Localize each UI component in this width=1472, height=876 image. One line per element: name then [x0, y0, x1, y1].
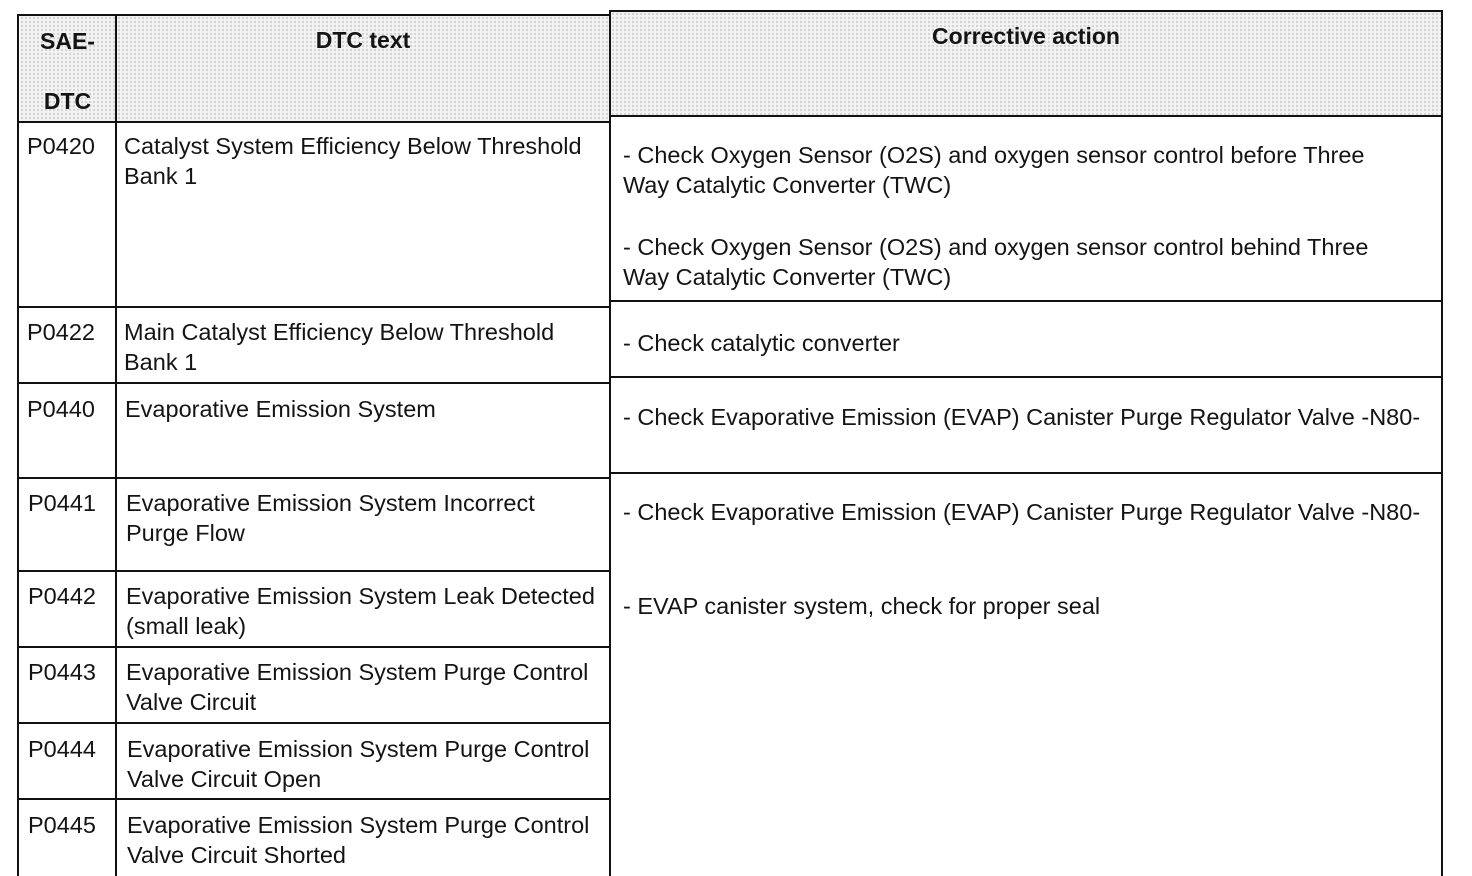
- corrective-action-line: - Check Oxygen Sensor (O2S) and oxygen sensor control before Three Way Catalytic Converter (TWC): [623, 142, 1365, 198]
- corrective-action-line: - Check Oxygen Sensor (O2S) and oxygen sensor control behind Three Way Catalytic Converter (TWC): [623, 234, 1369, 290]
- dtc-text: Evaporative Emission System Purge Control Valve Circuit Shorted: [127, 812, 590, 868]
- dtc-code: P0440: [27, 396, 95, 422]
- corrective-action-line: - EVAP canister system, check for proper seal: [623, 593, 1101, 619]
- dtc-code: P0444: [28, 736, 96, 762]
- header-dtc-text: DTC text: [315, 27, 411, 53]
- corrective-action-line: - Check catalytic converter: [623, 330, 900, 356]
- header-corrective-action: Corrective action: [932, 23, 1120, 49]
- dtc-text: Evaporative Emission System Leak Detected (small leak): [126, 583, 595, 639]
- corrective-action-line: - Check Evaporative Emission (EVAP) Canister Purge Regulator Valve -N80-: [623, 404, 1421, 430]
- dtc-text: Evaporative Emission System Purge Control Valve Circuit: [126, 659, 589, 715]
- corrective-action-line: - Check Evaporative Emission (EVAP) Canister Purge Regulator Valve -N80-: [623, 499, 1421, 525]
- dtc-code: P0441: [28, 490, 96, 516]
- dtc-text: Main Catalyst Efficiency Below Threshold Bank 1: [124, 319, 555, 375]
- dtc-text: Evaporative Emission System Purge Control Valve Circuit Open: [127, 736, 590, 792]
- dtc-text: Catalyst System Efficiency Below Threshold Bank 1: [124, 133, 582, 189]
- dtc-text: Evaporative Emission System: [125, 396, 436, 422]
- dtc-code: P0442: [28, 583, 96, 609]
- dtc-code: P0420: [27, 133, 95, 159]
- dtc-code: P0422: [27, 319, 95, 345]
- header-code-line2: DTC: [43, 88, 92, 114]
- dtc-code: P0445: [28, 812, 96, 838]
- dtc-code: P0443: [28, 659, 96, 685]
- dtc-text: Evaporative Emission System Incorrect Purge Flow: [126, 490, 535, 546]
- header-code-line1: SAE-: [40, 28, 95, 54]
